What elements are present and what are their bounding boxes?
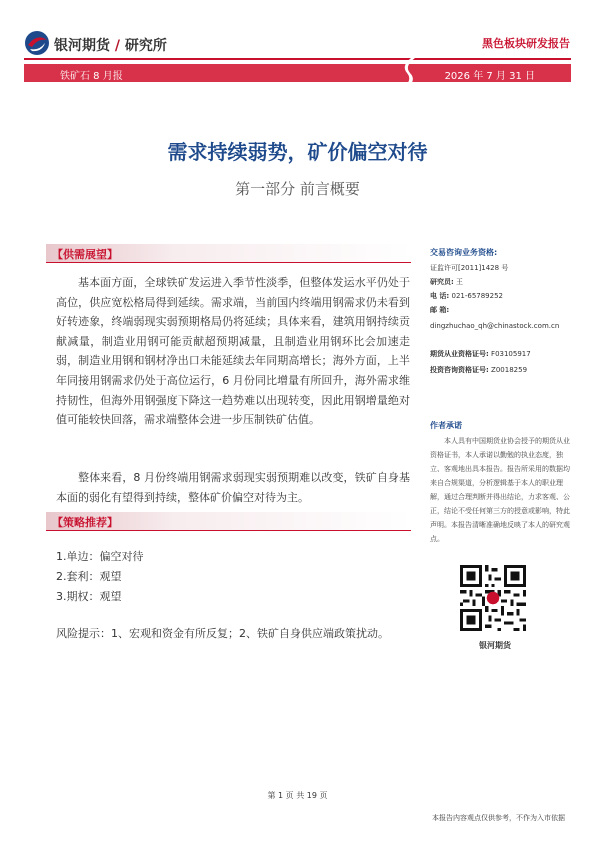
cert2-label: 投资咨询资格证号:: [430, 366, 489, 374]
cert2-number: Z0018259: [491, 366, 528, 374]
researcher-name: 王: [456, 278, 464, 286]
swoosh-icon: [395, 58, 419, 88]
section-title: 第一部分 前言概要: [235, 180, 360, 198]
report-name: 铁矿石 8 月报: [60, 71, 123, 82]
report-type: 黑色板块研发报告: [482, 37, 570, 50]
researcher-label: 研究员:: [430, 278, 454, 286]
galaxy-logo-icon: [24, 30, 50, 56]
cert1-row: [430, 348, 570, 361]
outlook-paragraph-1: 基本面方面，全球铁矿发运进入季节性淡季，但整体发运水平仍处于高位，供应宽松格局得到延续。需求端，当前国内终端用钢需求仍未看到好转迹象，终端弱现实弱预期格局仍将延续；具体来看，建筑用钢持续贡献减量，制造业用钢可能贡献超预期减量，且制造业用钢环比会加速走弱，制造业用钢和钢材净出口未能延续去年同期高增长；海外方面，上半年同接用钢需求仍处于高位运行，6 月份同比增量有所回升，海外需求维持韧性，但海外用钢强度下降这一趋势难以出现转变，因此用钢增量绝对值可能较快回落，需求端整体会进一步压制铁矿估值。: [56, 276, 410, 427]
brand-dept: 研究所: [124, 38, 167, 54]
email-label: 邮 箱:: [430, 306, 450, 314]
strategy-item: 1.单边：偏空对待: [56, 550, 144, 563]
strategy-item: 3.期权：观望: [56, 590, 122, 603]
qr-label: 银河期货: [479, 641, 511, 650]
brand-slash: /: [114, 38, 120, 54]
tag-underline: [46, 530, 411, 531]
phone-row: [430, 290, 570, 303]
strategy-tag: [46, 512, 411, 530]
qr-code-icon: [460, 565, 526, 631]
phone-label: 电 话:: [430, 292, 450, 300]
cert1-label: 期货从业资格证号:: [430, 350, 489, 358]
author-statement-header: 作者承诺: [430, 421, 462, 430]
footer-disclaimer: 本报告内容观点仅供参考，不作为入市依据: [432, 814, 565, 822]
license-number: 证监许可[2011]1428 号: [430, 264, 509, 272]
supply-demand-tag: [46, 244, 411, 262]
researcher-row: [430, 276, 570, 289]
strategy-item: 2.套利：观望: [56, 570, 122, 583]
page-number: 第 1 页 共 19 页: [267, 791, 328, 800]
outlook-paragraph-2: 整体来看，8 月份终端用钢需求弱现实弱预期难以改变，铁矿自身基本面的弱化有望得到持续，整体矿价偏空对待为主。: [56, 471, 410, 504]
report-date: 2026 年 7 月 31 日: [444, 71, 535, 82]
author-statement: 本人具有中国期货业协会授予的期货从业资格证书，本人承诺以勤勉的执业态度，独立、客观地出具本报告。报告所采用的数据均来自合规渠道，分析逻辑基于本人的职业理解，通过合理判断并得出结论，力求客观、公正，结论不受任何第三方的授意或影响，特此声明。本报告清晰准确地反映了本人的研究观点。: [430, 437, 570, 543]
brand-title: [54, 35, 167, 55]
supply-demand-tag-label: 【供需展望】: [52, 248, 118, 261]
header-divider: [24, 58, 571, 60]
cert1-number: F03105917: [491, 350, 531, 358]
cert2-row: [430, 364, 570, 377]
brand-name: 银河期货: [54, 38, 110, 54]
strategy-tag-label: 【策略推荐】: [52, 516, 118, 529]
tag-underline: [46, 262, 411, 263]
email-address[interactable]: dingzhuchao_qh@chinastock.com.cn: [430, 322, 560, 330]
risk-warning: 风险提示：1、宏观和资金有所反复；2、铁矿自身供应端政策扰动。: [56, 627, 389, 640]
phone-number: 021-65789252: [451, 292, 503, 300]
main-title: 需求持续弱势，矿价偏空对待: [167, 140, 428, 164]
contact-header: 交易咨询业务资格:: [430, 248, 498, 257]
